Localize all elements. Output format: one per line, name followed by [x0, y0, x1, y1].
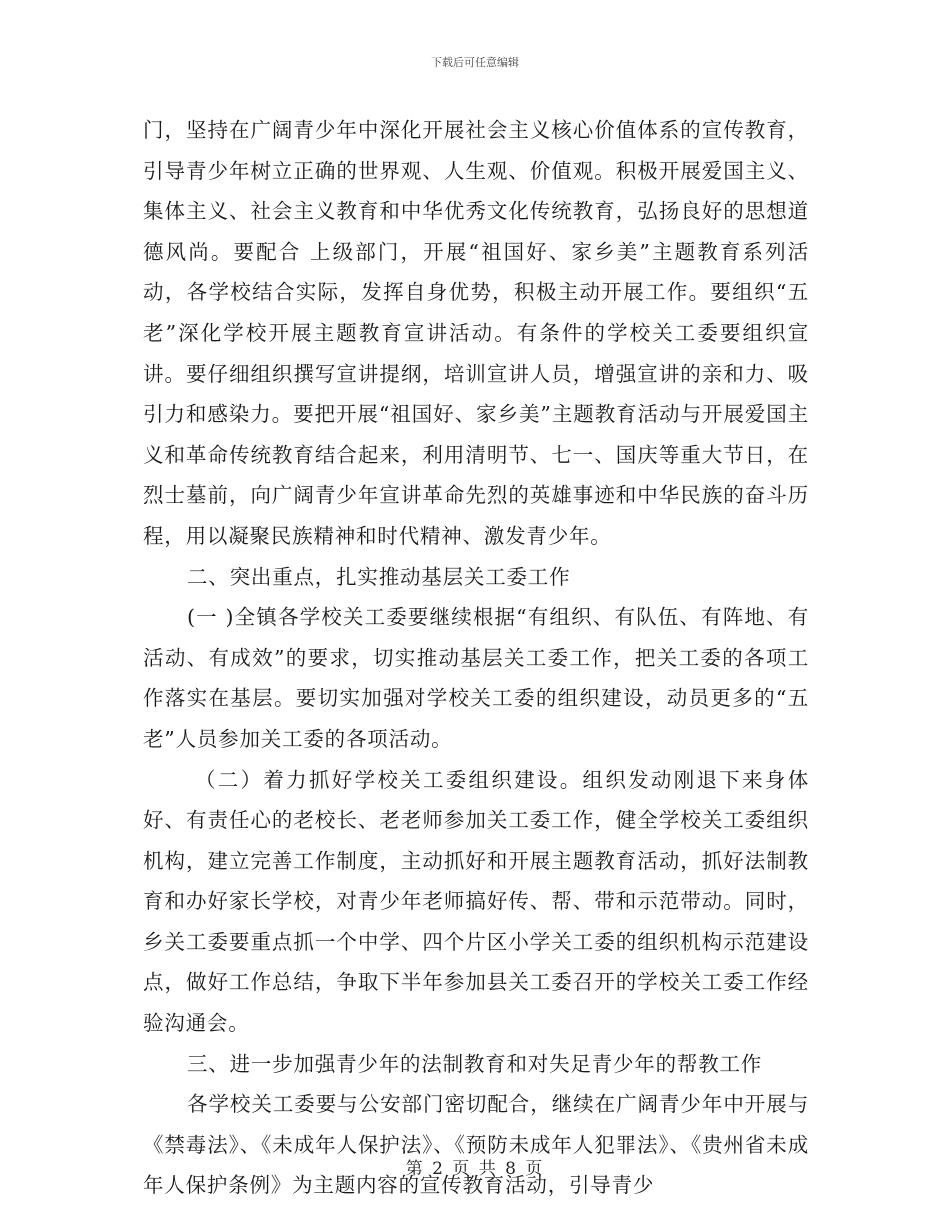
section-heading-2: 二、突出重点，扎实推动基层关工委工作	[187, 564, 571, 589]
header-note: 下载后可任意编辑	[431, 56, 519, 69]
paragraph-6: 各学校关工委要与公安部门密切配合，继续在广阔青少年中开展与《禁毒法》、《未成年人保护法》、《预防未成年人犯罪法》、《贵州省未成年人保护条例》为主题内容的宣传教育活动，引导青少	[143, 1092, 809, 1198]
section-heading-5: 三、进一步加强青少年的法制教育和对失足青少年的帮教工作	[187, 1051, 763, 1076]
paragraph-4: （二）着力抓好学校关工委组织建设。组织发动刚退下来身体好、有责任心的老校长、老老师参加关工委工作，健全学校关工委组织机构，建立完善工作制度，主动抓好和开展主题教育活动，抓好法制教育和办好家长学校，对青少年老师搞好传、帮、带和示范带动。同时，乡关工委要重点抓一个中学、四个片区小学关工委的组织机构示范建设点，做好工作总结，争取下半年参加县关工委召开的学校关工委工作经验沟通会。	[143, 767, 809, 1036]
page-number: 第 2 页 共 8 页	[405, 1159, 545, 1179]
document-body	[143, 110, 809, 1206]
paragraph-1: 门，坚持在广阔青少年中深化开展社会主义核心价值体系的宣传教育，引导青少年树立正确的世界观、人生观、价值观。积极开展爱国主义、集体主义、社会主义教育和中华优秀文化传统教育，弘扬良好的思想道德风尚。要配合 上级部门，开展“祖国好、家乡美”主题教育系列活动，各学校结合实际，发挥自身优势，积极主动开展工作。要组织“五老”深化学校开展主题教育宣讲活动。有条件的学校关工委要组织宣讲。要仔细组织撰写宣讲提纲，培训宣讲人员，增强宣讲的亲和力、吸引力和感染力。要把开展“祖国好、家乡美”主题教育活动与开展爱国主义和革命传统教育结合起来，利用清明节、七一、国庆等重大节日，在烈士墓前，向广阔青少年宣讲革命先烈的英雄事迹和中华民族的奋斗历程，用以凝聚民族精神和时代精神、激发青少年。	[143, 118, 809, 548]
paragraph-3: (一 )全镇各学校关工委要继续根据“有组织、有队伍、有阵地、有活动、有成效”的要求，切实推动基层关工委工作，把关工委的各项工作落实在基层。要切实加强对学校关工委的组织建设，动员更多的“五老”人员参加关工委的各项活动。	[143, 605, 809, 751]
